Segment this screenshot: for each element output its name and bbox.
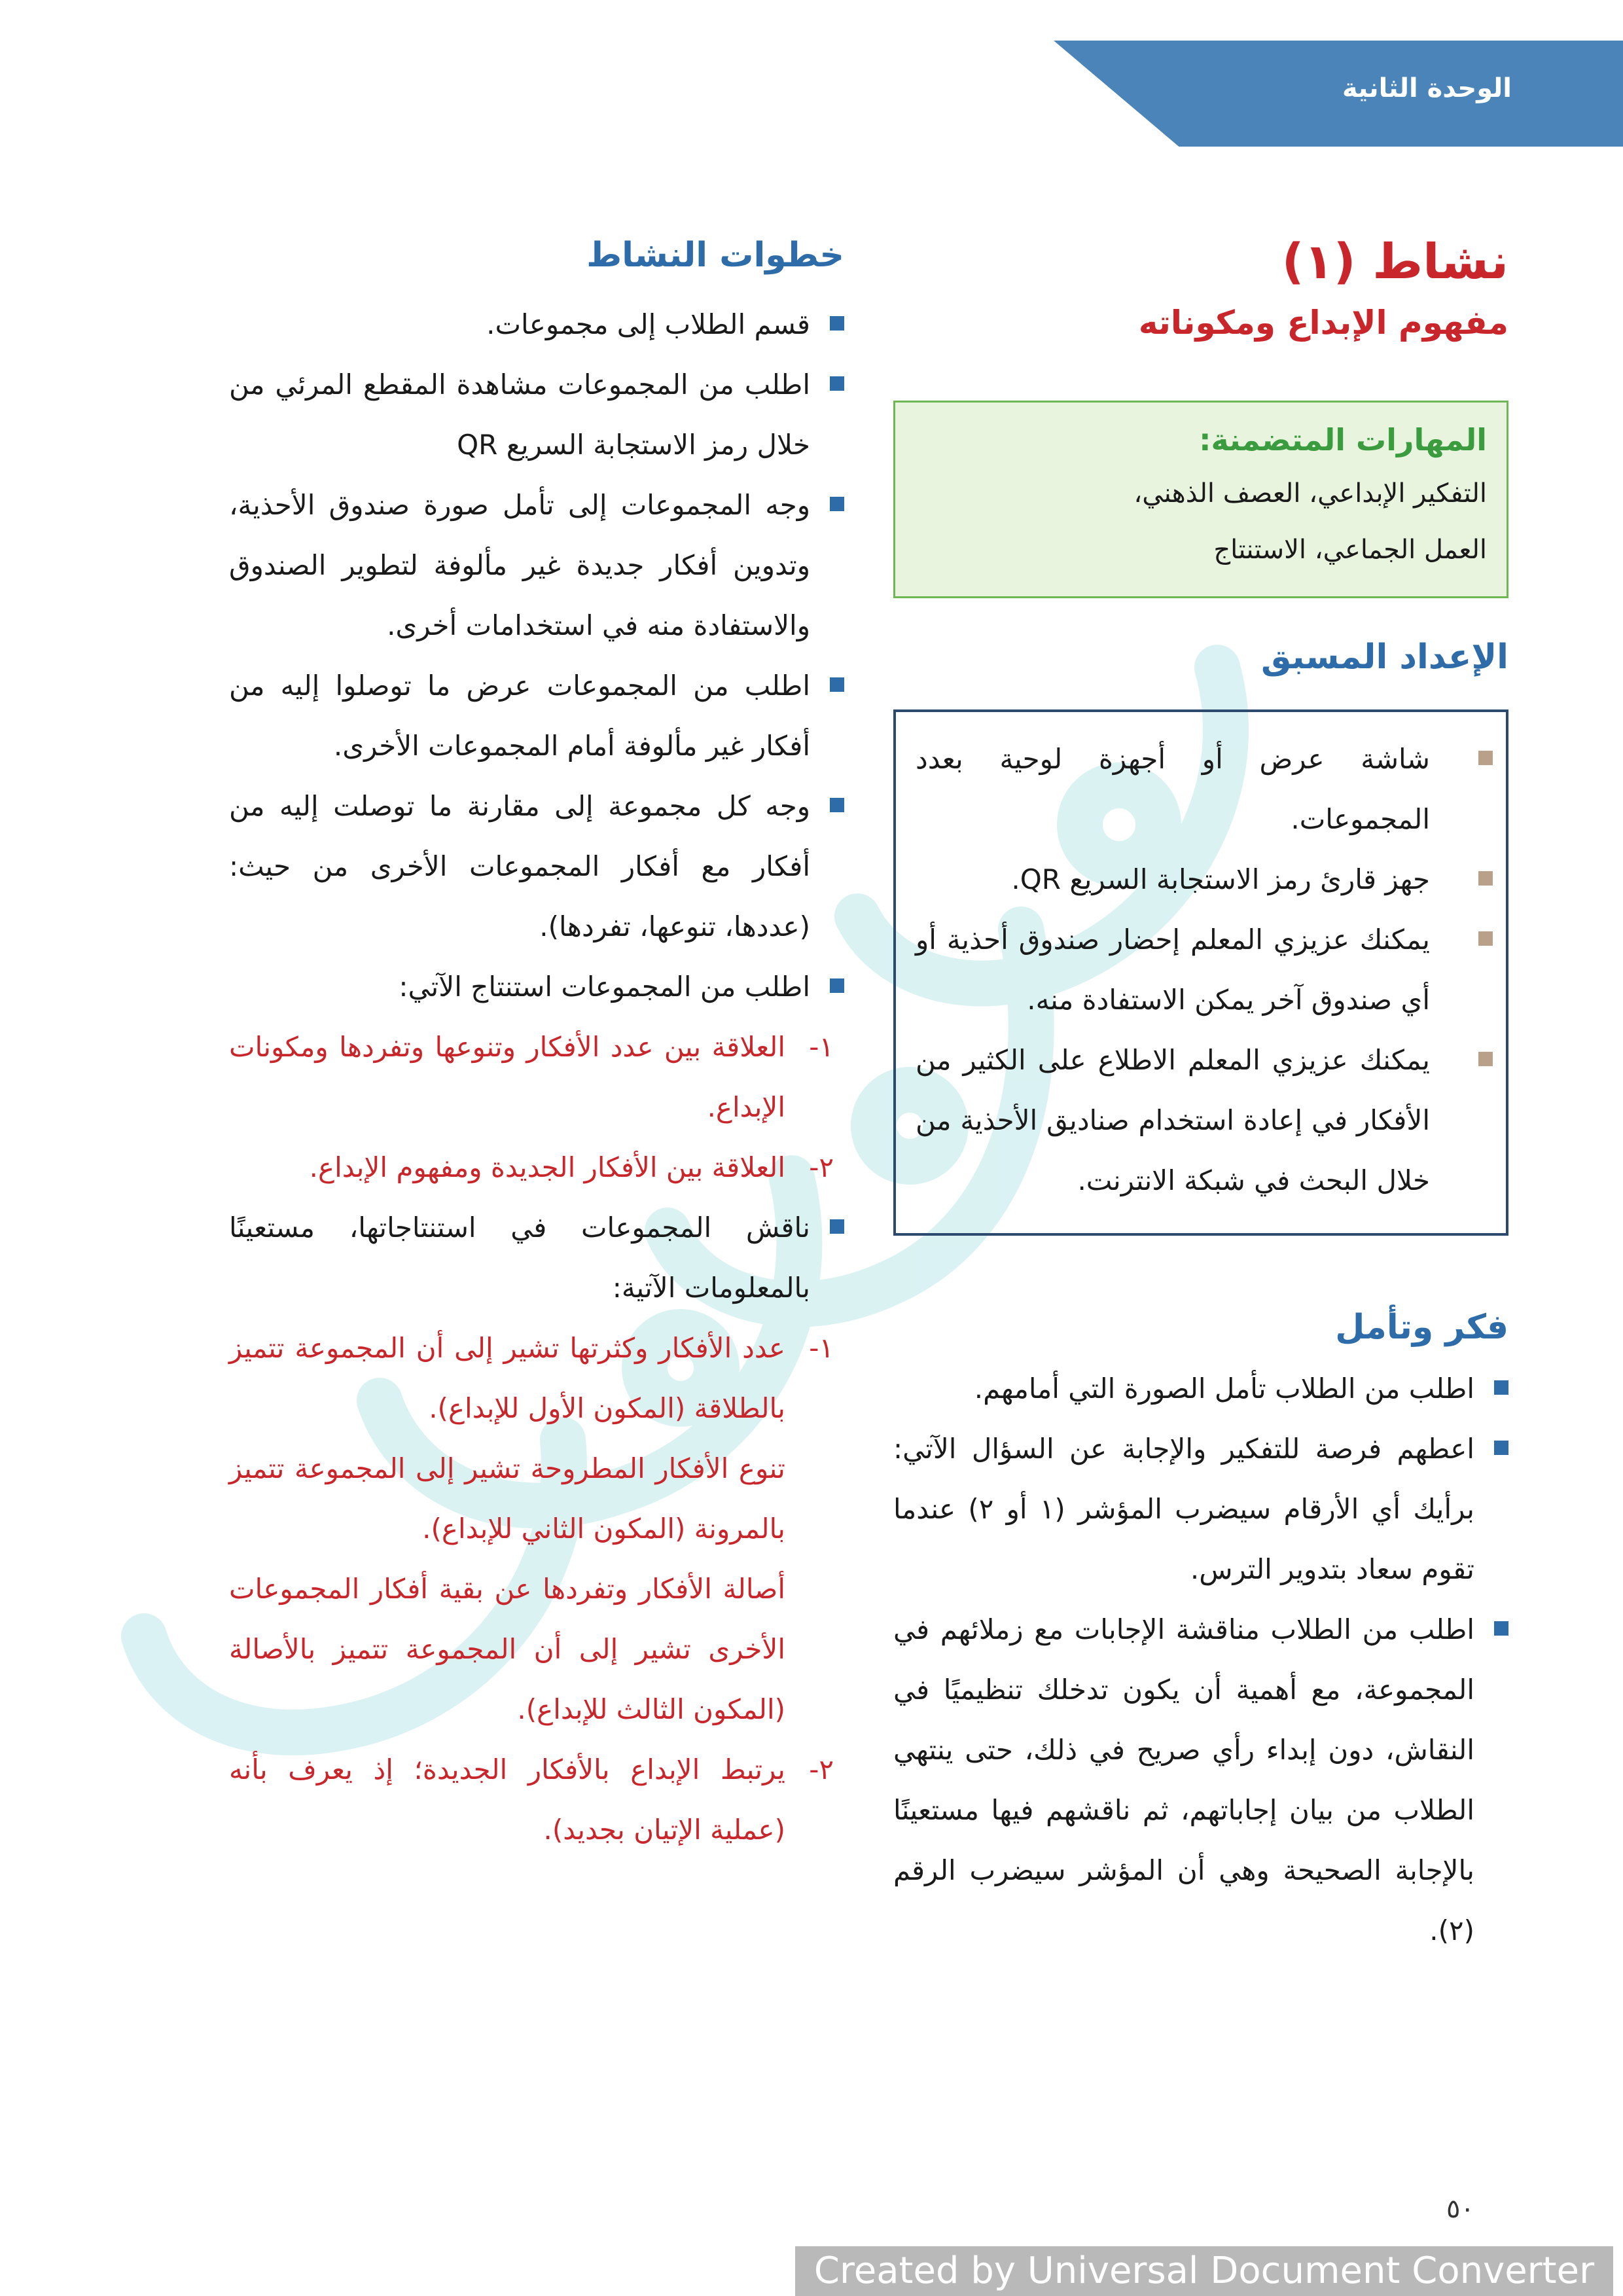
activity-subtitle: مفهوم الإبداع ومكوناته [1138,304,1508,342]
conclusion-item [229,1138,844,1198]
item-number: ١- [809,1031,834,1063]
think-list [893,1359,1508,1961]
info-item [229,1318,844,1439]
list-item: اعطهم فرصة للتفكير والإجابة عن السؤال الآتي: برأيك أي الأرقام سيضرب المؤشر (١ أو ٢) عندما تقوم سعاد بتدوير الترس. [893,1419,1508,1600]
activity-title: نشاط (١) [1281,234,1508,290]
list-item: وجه المجموعات إلى تأمل صورة صندوق الأحذية، وتدوين أفكار جديدة غير مألوفة لتطوير الصندوق والاستفادة منه في استخدامات أخرى. [229,475,844,656]
list-item: اطلب من الطلاب تأمل الصورة التي أمامهم. [893,1359,1508,1419]
list-item: اطلب من المجموعات استنتاج الآتي: [229,957,844,1017]
page-number: ٥٠ [1446,2194,1474,2224]
info-paragraph: تنوع الأفكار المطروحة تشير إلى المجموعة تتميز بالمرونة (المكون الثاني للإبداع). [229,1452,785,1545]
item-text: العلاقة بين عدد الأفكار وتنوعها وتفردها ومكونات الإبداع. [229,1031,785,1123]
info-paragraph: أصالة الأفكار وتفردها عن بقية أفكار المجموعات الأخرى تشير إلى أن المجموعة تتميز بالأصالة (المكون الثالث للإبداع). [229,1573,785,1725]
list-item: اطلب من الطلاب مناقشة الإجابات مع زملائهم في المجموعة، مع أهمية أن يكون تدخلك تنظيميًا في النقاش، دون إبداء رأي صريح في ذلك، حتى ينتهي الطلاب من بيان إجاباتهم، ثم ناقشهم فيها مستعينًا بالإجابة الصحيحة وهي أن المؤشر سيضرب الرقم (٢). [893,1600,1508,1961]
conclusion-item [229,1017,844,1138]
list-item: قسم الطلاب إلى مجموعات. [229,295,844,355]
list-item: شاشة عرض أو أجهزة لوحية بعدد المجموعات. [916,729,1464,850]
unit-banner [1054,41,1623,147]
item-number: ١- [809,1332,834,1364]
converter-watermark: Created by Universal Document Converter [795,2246,1613,2296]
preparation-box [893,709,1508,1236]
info-item [229,1740,844,1860]
steps-title: خطوات النشاط [586,236,844,275]
list-item: يمكنك عزيزي المعلم إحضار صندوق أحذية أو أي صندوق آخر يمكن الاستفادة منه. [916,910,1464,1030]
discuss-list [229,1198,844,1318]
item-number: ٢- [809,1151,834,1183]
list-item: اطلب من المجموعات مشاهدة المقطع المرئي من خلال رمز الاستجابة السريع QR [229,355,844,475]
skills-line: العمل الجماعي، الاستنتاج [1213,535,1487,565]
list-item: اطلب من المجموعات عرض ما توصلوا إليه من أفكار غير مألوفة أمام المجموعات الأخرى. [229,656,844,776]
right-column [893,223,1508,1961]
think-title: فكر وتأمل [1335,1308,1508,1347]
preparation-title: الإعداد المسبق [1261,637,1508,677]
steps-list [229,295,844,1017]
skills-line: التفكير الإبداعي، العصف الذهني، [1133,478,1487,509]
skills-label: المهارات المتضمنة: [1199,422,1487,457]
list-item: جهز قارئ رمز الاستجابة السريع QR. [916,850,1464,910]
item-text: العلاقة بين الأفكار الجديدة ومفهوم الإبداع. [309,1151,785,1183]
list-item: ناقش المجموعات في استنتاجاتها، مستعينًا بالمعلومات الآتية: [229,1198,844,1318]
item-text: عدد الأفكار وكثرتها تشير إلى أن المجموعة تتميز بالطلاقة (المكون الأول للإبداع). [229,1332,785,1424]
item-number: ٢- [809,1753,834,1785]
left-column [229,223,844,1860]
skills-box [893,401,1508,598]
unit-title: الوحدة الثانية [1342,73,1512,103]
item-text: يرتبط الإبداع بالأفكار الجديدة؛ إذ يعرف بأنه (عملية الإتيان بجديد). [229,1753,785,1846]
list-item: وجه كل مجموعة إلى مقارنة ما توصلت إليه من أفكار مع أفكار المجموعات الأخرى من حيث: (عددها، تنوعها، تفردها). [229,776,844,957]
list-item: يمكنك عزيزي المعلم الاطلاع على الكثير من الأفكار في إعادة استخدام صناديق الأحذية من خلال البحث في شبكة الانترنت. [916,1030,1464,1211]
